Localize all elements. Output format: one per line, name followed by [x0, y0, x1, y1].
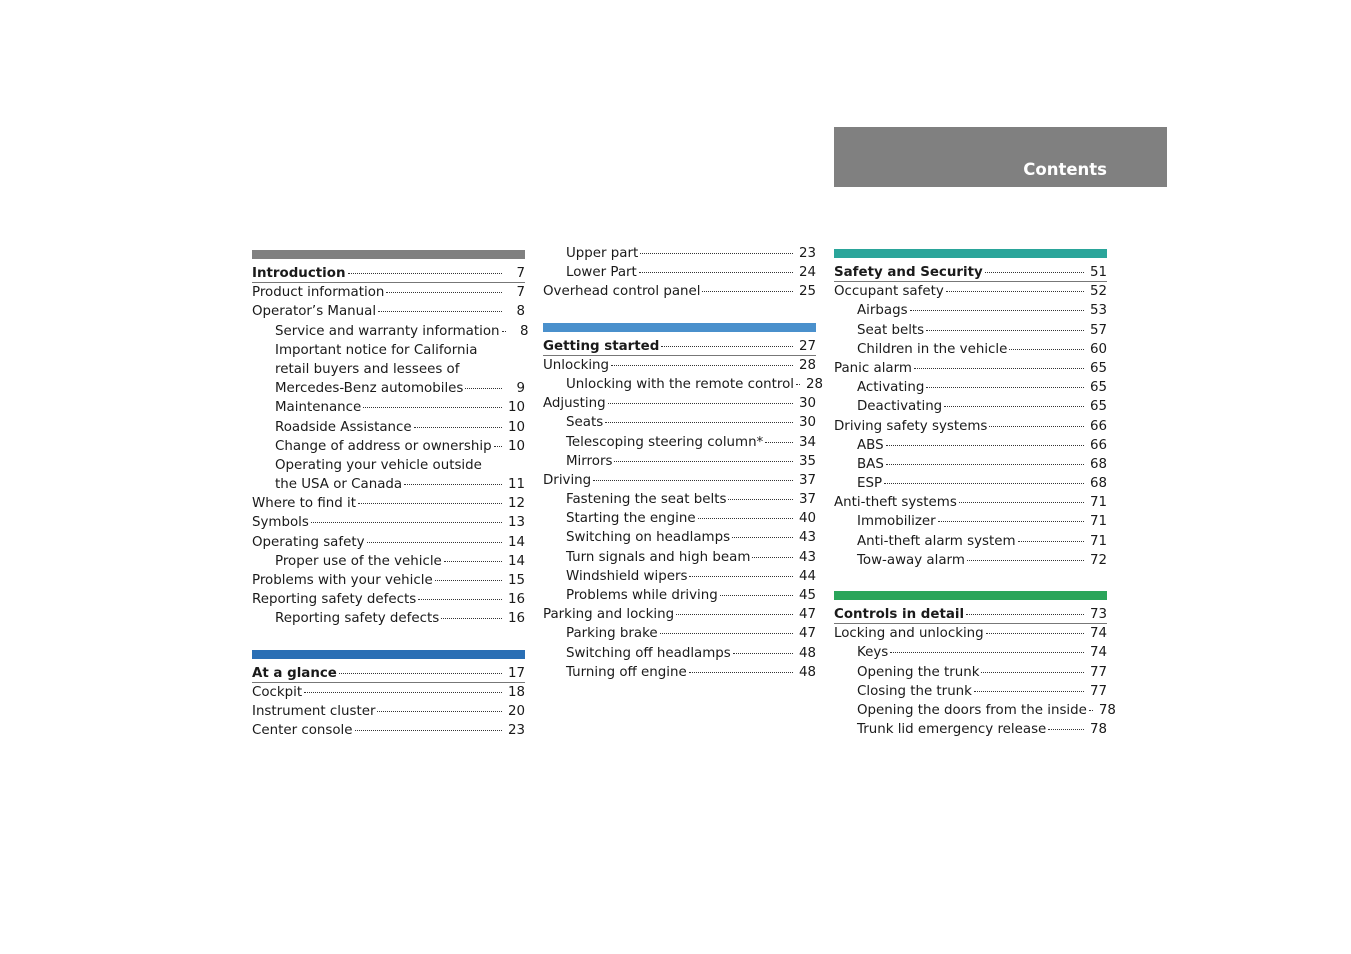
entry-page-number: 23	[798, 246, 816, 261]
dot-leader	[1018, 540, 1084, 542]
toc-entry-tow-away-alarm[interactable]	[834, 551, 1107, 570]
entry-label: Unlocking	[543, 357, 610, 373]
dot-leader	[404, 483, 502, 485]
toc-entry-reporting-safety-defects[interactable]	[252, 609, 525, 628]
entry-label: Controls in detail	[834, 607, 965, 622]
entry-label: Operating your vehicle outside	[275, 457, 482, 473]
section-color-bar	[252, 650, 525, 659]
entry-page-number: 37	[798, 492, 816, 508]
entry-label: Lower Part	[566, 265, 637, 281]
toc-entry-adjusting[interactable]	[543, 394, 816, 413]
entry-page-number: 11	[507, 477, 525, 493]
entry-page-number: 16	[507, 611, 525, 627]
entry-label: BAS	[857, 456, 884, 472]
toc-entry-parking-and-locking[interactable]	[543, 605, 816, 624]
toc-entry-esp[interactable]	[834, 474, 1107, 493]
toc-entry-problems-with-your-vehicle[interactable]	[252, 571, 525, 590]
section-color-bar	[834, 249, 1107, 258]
dot-leader	[377, 710, 502, 712]
dot-leader	[702, 290, 793, 292]
dot-leader	[348, 272, 503, 274]
entry-page-number: 73	[1089, 607, 1107, 622]
dot-leader	[660, 632, 793, 634]
entry-page-number: 10	[507, 400, 525, 416]
entry-page-number: 7	[516, 266, 525, 281]
entry-page-number: 53	[1089, 303, 1107, 319]
dot-leader	[732, 536, 793, 538]
entry-page-number: 66	[1089, 437, 1107, 453]
toc-entry-operating-your-vehicle-outside	[252, 456, 525, 475]
dot-leader	[640, 252, 793, 254]
entry-label: Seats	[566, 415, 604, 431]
entry-page-number: 9	[516, 381, 525, 397]
entry-page-number: 30	[798, 415, 816, 431]
toc-entry-upper-part[interactable]	[543, 244, 816, 263]
dot-leader	[796, 383, 800, 385]
entry-label: Reporting safety defects	[275, 611, 440, 627]
dot-leader	[986, 632, 1084, 634]
toc-entry-fastening-the-seat-belts[interactable]	[543, 490, 816, 509]
entry-page-number: 43	[798, 549, 816, 565]
dot-leader	[502, 330, 506, 332]
entry-label: Proper use of the vehicle	[275, 553, 442, 569]
section-heading-safety-and-security[interactable]	[834, 263, 1107, 282]
toc-entry-switching-on-headlamps[interactable]	[543, 528, 816, 547]
dot-leader	[946, 290, 1084, 292]
section-heading-introduction[interactable]	[252, 264, 525, 283]
toc-entry-immobilizer[interactable]	[834, 512, 1107, 531]
entry-label: Locking and unlocking	[834, 626, 984, 642]
dot-leader	[765, 441, 793, 443]
dot-leader	[614, 460, 793, 462]
contents-header-tab	[834, 127, 1167, 187]
dot-leader	[989, 425, 1084, 427]
toc-entry-symbols[interactable]	[252, 513, 525, 532]
dot-leader	[386, 291, 502, 293]
entry-page-number: 65	[1089, 360, 1107, 376]
toc-entry-occupant-safety[interactable]	[834, 282, 1107, 301]
entry-label: Panic alarm	[834, 360, 912, 376]
entry-label: Upper part	[566, 246, 639, 261]
entry-label: Mirrors	[566, 453, 613, 469]
entry-label: Anti-theft systems	[834, 495, 957, 511]
entry-page-number: 23	[507, 723, 525, 739]
entry-label: Parking brake	[566, 626, 658, 642]
entry-label: Children in the vehicle	[857, 341, 1008, 357]
toc-column-2	[543, 244, 824, 682]
entry-label: Turning off engine	[566, 664, 687, 680]
dot-leader	[418, 598, 502, 600]
dot-leader	[608, 402, 793, 404]
entry-label: Operator’s Manual	[252, 304, 377, 320]
entry-label: Windshield wipers	[566, 568, 688, 584]
toc-entry-important-notice-for-california	[252, 341, 525, 360]
entry-page-number: 65	[1089, 380, 1107, 396]
toc-entry-anti-theft-alarm-system[interactable]	[834, 532, 1107, 551]
entry-page-number: 71	[1089, 533, 1107, 549]
dot-leader	[944, 405, 1084, 407]
dot-leader	[378, 310, 502, 312]
entry-page-number: 8	[520, 323, 529, 339]
entry-page-number: 71	[1089, 495, 1107, 511]
toc-entry-windshield-wipers[interactable]	[543, 567, 816, 586]
toc-entry-mercedes-benz-automobiles[interactable]	[252, 379, 525, 398]
entry-label: Operating safety	[252, 534, 365, 550]
dot-leader	[441, 617, 502, 619]
dot-leader	[890, 651, 1084, 653]
toc-entry-mirrors[interactable]	[543, 452, 816, 471]
entry-page-number: 10	[507, 419, 525, 435]
page-title: Contents	[1023, 160, 1107, 179]
toc-entry-anti-theft-systems[interactable]	[834, 493, 1107, 512]
entry-label: Maintenance	[275, 400, 362, 416]
dot-leader	[444, 560, 502, 562]
entry-label: Instrument cluster	[252, 703, 376, 719]
toc-entry-unlocking-with-the-remote-control[interactable]	[543, 375, 824, 394]
dot-leader	[311, 521, 502, 523]
entry-page-number: 48	[798, 645, 816, 661]
entry-label: Deactivating	[857, 399, 943, 415]
dot-leader	[926, 329, 1084, 331]
entry-label: Important notice for California	[275, 342, 478, 358]
dot-leader	[967, 559, 1084, 561]
entry-label: Anti-theft alarm system	[857, 533, 1016, 549]
entry-label: Activating	[857, 380, 925, 396]
entry-label: Starting the engine	[566, 511, 696, 527]
entry-page-number: 57	[1089, 322, 1107, 338]
entry-label: Occupant safety	[834, 284, 944, 300]
entry-page-number: 72	[1089, 552, 1107, 568]
toc-entry-turn-signals-and-high-beam[interactable]	[543, 548, 816, 567]
dot-leader	[367, 541, 502, 543]
entry-page-number: 51	[1089, 265, 1107, 280]
dot-leader	[1048, 728, 1084, 730]
entry-label: Airbags	[857, 303, 908, 319]
entry-page-number: 74	[1089, 645, 1107, 661]
section-heading-getting-started[interactable]	[543, 337, 816, 356]
entry-label: Overhead control panel	[543, 284, 701, 300]
entry-page-number: 77	[1089, 683, 1107, 699]
entry-page-number: 47	[798, 626, 816, 642]
toc-entry-lower-part[interactable]	[543, 263, 816, 282]
dot-leader	[733, 652, 793, 654]
dot-leader	[966, 613, 1084, 615]
entry-page-number: 8	[516, 304, 525, 320]
entry-page-number: 20	[507, 703, 525, 719]
dot-leader	[914, 367, 1084, 369]
entry-page-number: 78	[1089, 722, 1107, 738]
toc-entry-product-information[interactable]	[252, 283, 525, 302]
dot-leader	[661, 345, 793, 347]
dot-leader	[1009, 348, 1084, 350]
section-color-bar	[543, 323, 816, 332]
entry-page-number: 28	[798, 357, 816, 373]
dot-leader	[363, 406, 502, 408]
toc-entry-seats[interactable]	[543, 413, 816, 432]
toc-entry-problems-while-driving[interactable]	[543, 586, 816, 605]
dot-leader	[358, 502, 502, 504]
entry-page-number: 60	[1089, 341, 1107, 357]
dot-leader	[593, 479, 793, 481]
entry-label: Telescoping steering column*	[566, 434, 764, 450]
entry-label: Trunk lid emergency release	[857, 722, 1047, 738]
entry-label: Driving	[543, 472, 592, 488]
entry-page-number: 13	[507, 515, 525, 531]
toc-entry-where-to-find-it[interactable]	[252, 494, 525, 513]
toc-entry-retail-buyers-and-lessees-of	[252, 360, 525, 379]
dot-leader	[611, 364, 793, 366]
entry-label: Roadside Assistance	[275, 419, 412, 435]
entry-page-number: 65	[1089, 399, 1107, 415]
entry-page-number: 16	[507, 592, 525, 608]
toc-entry-driving[interactable]	[543, 471, 816, 490]
toc-entry-panic-alarm[interactable]	[834, 359, 1107, 378]
toc-entry-operator-s-manual[interactable]	[252, 302, 525, 321]
entry-label: the USA or Canada	[275, 477, 403, 493]
toc-entry-center-console[interactable]	[252, 721, 525, 740]
toc-entry-bas[interactable]	[834, 455, 1107, 474]
entry-label: Driving safety systems	[834, 418, 988, 434]
entry-page-number: 77	[1089, 664, 1107, 680]
dot-leader	[985, 271, 1084, 273]
toc-entry-reporting-safety-defects[interactable]	[252, 590, 525, 609]
entry-label: Switching off headlamps	[566, 645, 731, 661]
dot-leader	[752, 556, 793, 558]
entry-label: ABS	[857, 437, 884, 453]
dot-leader	[689, 575, 793, 577]
dot-leader	[728, 498, 793, 500]
entry-page-number: 68	[1089, 456, 1107, 472]
toc-entry-airbags[interactable]	[834, 301, 1107, 320]
entry-page-number: 15	[507, 573, 525, 588]
entry-label: Tow-away alarm	[857, 552, 965, 568]
toc-entry-trunk-lid-emergency-release[interactable]	[834, 720, 1107, 739]
dot-leader	[886, 444, 1084, 446]
toc-entry-driving-safety-systems[interactable]	[834, 417, 1107, 436]
dot-leader	[926, 386, 1084, 388]
entry-page-number: 40	[798, 511, 816, 527]
entry-page-number: 7	[516, 285, 525, 301]
dot-leader	[414, 426, 502, 428]
toc-entry-maintenance[interactable]	[252, 398, 525, 417]
toc-entry-cockpit[interactable]	[252, 683, 525, 702]
entry-page-number: 12	[507, 496, 525, 512]
toc-entry-opening-the-trunk[interactable]	[834, 663, 1107, 682]
entry-page-number: 52	[1089, 284, 1107, 300]
toc-entry-opening-the-doors-from-the-inside[interactable]	[834, 701, 1116, 720]
dot-leader	[1089, 709, 1093, 711]
toc-entry-overhead-control-panel[interactable]	[543, 282, 816, 301]
entry-page-number: 25	[798, 284, 816, 300]
toc-entry-keys[interactable]	[834, 643, 1107, 662]
dot-leader	[676, 613, 793, 615]
entry-page-number: 30	[798, 396, 816, 412]
dot-leader	[886, 463, 1084, 465]
entry-label: Keys	[857, 645, 889, 661]
entry-label: Center console	[252, 723, 353, 739]
entry-page-number: 24	[798, 265, 816, 281]
dot-leader	[974, 690, 1084, 692]
entry-label: Where to find it	[252, 496, 357, 512]
entry-label: Problems with your vehicle	[252, 573, 433, 588]
entry-page-number: 44	[798, 568, 816, 584]
toc-column-1	[252, 250, 529, 740]
entry-label: Product information	[252, 285, 385, 301]
entry-label: Opening the trunk	[857, 664, 980, 680]
toc-entry-switching-off-headlamps[interactable]	[543, 644, 816, 663]
dot-leader	[910, 309, 1084, 311]
entry-label: Reporting safety defects	[252, 592, 417, 608]
entry-page-number: 78	[1098, 702, 1116, 718]
entry-label: Switching on headlamps	[566, 530, 731, 546]
dot-leader	[494, 445, 502, 447]
entry-label: Fastening the seat belts	[566, 492, 727, 508]
entry-label: Closing the trunk	[857, 683, 972, 699]
toc-entry-the-usa-or-canada[interactable]	[252, 475, 525, 494]
toc-entry-proper-use-of-the-vehicle[interactable]	[252, 552, 525, 571]
entry-label: Turn signals and high beam	[566, 549, 751, 565]
dot-leader	[355, 729, 503, 731]
entry-label: Problems while driving	[566, 588, 718, 603]
dot-leader	[698, 517, 793, 519]
entry-label: Parking and locking	[543, 607, 675, 623]
toc-entry-starting-the-engine[interactable]	[543, 509, 816, 528]
dot-leader	[689, 671, 793, 673]
entry-label: Mercedes-Benz automobiles	[275, 381, 464, 397]
entry-page-number: 71	[1089, 514, 1107, 530]
dot-leader	[435, 579, 502, 581]
entry-label: Immobilizer	[857, 514, 936, 530]
toc-entry-locking-and-unlocking[interactable]	[834, 624, 1107, 643]
entry-label: retail buyers and lessees of	[275, 361, 460, 377]
entry-label: Service and warranty information	[275, 323, 500, 339]
toc-entry-instrument-cluster[interactable]	[252, 702, 525, 721]
toc-entry-change-of-address-or-ownership[interactable]	[252, 437, 525, 456]
toc-entry-closing-the-trunk[interactable]	[834, 682, 1107, 701]
section-heading-at-a-glance[interactable]	[252, 664, 525, 683]
toc-entry-telescoping-steering-column[interactable]	[543, 433, 816, 452]
dot-leader	[884, 482, 1084, 484]
toc-entry-seat-belts[interactable]	[834, 321, 1107, 340]
entry-label: Opening the doors from the inside	[857, 702, 1087, 718]
entry-label: Introduction	[252, 266, 346, 281]
toc-entry-children-in-the-vehicle[interactable]	[834, 340, 1107, 359]
dot-leader	[605, 421, 793, 423]
toc-entry-operating-safety[interactable]	[252, 533, 525, 552]
entry-label: Seat belts	[857, 322, 925, 338]
toc-entry-parking-brake[interactable]	[543, 624, 816, 643]
section-heading-controls-in-detail[interactable]	[834, 605, 1107, 624]
entry-label: At a glance	[252, 665, 337, 681]
dot-leader	[938, 520, 1084, 522]
entry-page-number: 37	[798, 472, 816, 488]
entry-page-number: 17	[507, 665, 525, 681]
entry-page-number: 48	[798, 664, 816, 680]
entry-label: Unlocking with the remote control	[566, 376, 795, 392]
toc-entry-activating[interactable]	[834, 378, 1107, 397]
dot-leader	[959, 501, 1084, 503]
entry-page-number: 68	[1089, 476, 1107, 492]
entry-page-number: 66	[1089, 418, 1107, 434]
entry-label: Symbols	[252, 515, 309, 531]
entry-page-number: 10	[507, 438, 525, 454]
toc-entry-roadside-assistance[interactable]	[252, 418, 525, 437]
entry-page-number: 14	[507, 553, 525, 569]
section-color-bar	[834, 591, 1107, 600]
toc-entry-service-and-warranty-information[interactable]	[252, 322, 529, 341]
entry-page-number: 34	[798, 434, 816, 450]
dot-leader	[639, 271, 793, 273]
entry-page-number: 43	[798, 530, 816, 546]
entry-page-number: 27	[798, 338, 816, 354]
entry-page-number: 28	[805, 376, 824, 392]
toc-entry-unlocking[interactable]	[543, 356, 816, 375]
dot-leader	[339, 672, 502, 674]
section-color-bar	[252, 250, 525, 259]
entry-page-number: 14	[507, 534, 525, 550]
entry-page-number: 45	[798, 588, 816, 603]
entry-page-number: 18	[507, 684, 525, 700]
entry-label: Cockpit	[252, 684, 303, 700]
toc-entry-turning-off-engine[interactable]	[543, 663, 816, 682]
dot-leader	[981, 671, 1084, 673]
entry-page-number: 74	[1089, 626, 1107, 642]
entry-label: Change of address or ownership	[275, 438, 492, 454]
entry-label: ESP	[857, 476, 883, 492]
toc-column-3	[834, 249, 1116, 739]
entry-label: Safety and Security	[834, 265, 983, 280]
entry-label: Getting started	[543, 338, 660, 354]
toc-entry-deactivating[interactable]	[834, 397, 1107, 416]
dot-leader	[304, 691, 502, 693]
toc-entry-abs[interactable]	[834, 436, 1107, 455]
entry-label: Adjusting	[543, 396, 606, 412]
dot-leader	[465, 387, 502, 389]
entry-page-number: 47	[798, 607, 816, 623]
entry-page-number: 35	[798, 453, 816, 469]
dot-leader	[720, 594, 793, 596]
